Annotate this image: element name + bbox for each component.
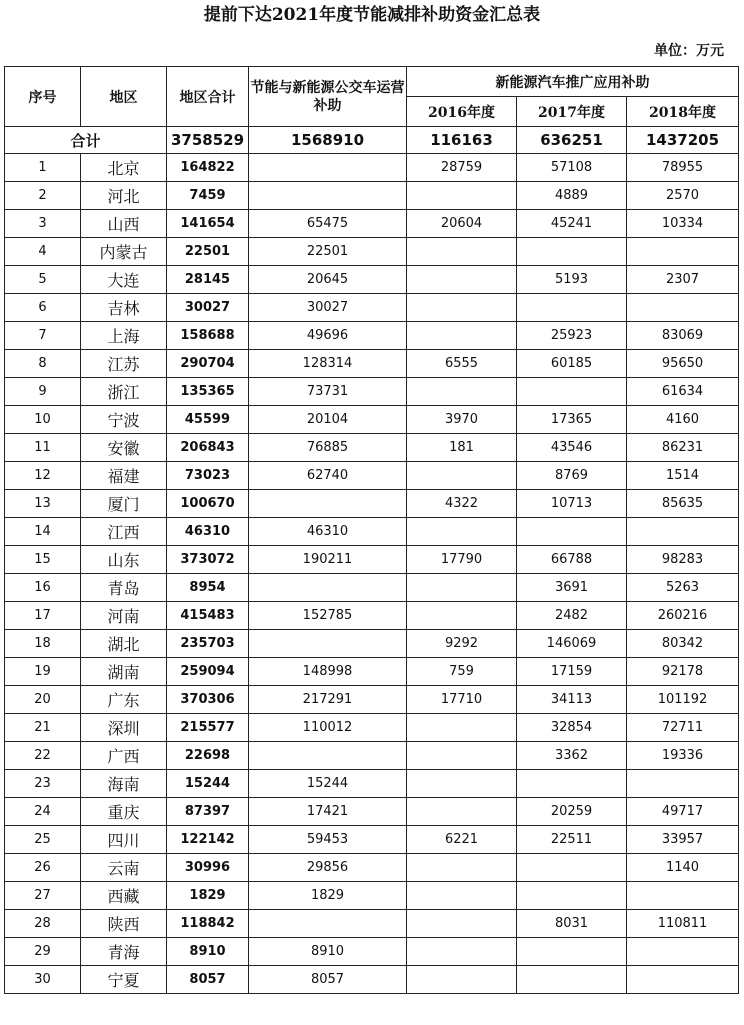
cell-2016: 17790 [407, 546, 517, 574]
cell-region-total: 22698 [167, 742, 249, 770]
totals-region-total: 3758529 [167, 127, 249, 154]
cell-2017: 43546 [517, 434, 627, 462]
unit-label: 单位：万元 [654, 43, 724, 59]
cell-region: 广东 [81, 686, 167, 714]
cell-2018: 49717 [627, 798, 739, 826]
header-region-total: 地区合计 [167, 67, 249, 127]
cell-2018: 1514 [627, 462, 739, 490]
cell-2016 [407, 938, 517, 966]
cell-2016 [407, 518, 517, 546]
cell-2017: 45241 [517, 210, 627, 238]
table-row [5, 406, 739, 434]
cell-index: 27 [5, 882, 81, 910]
cell-2017: 8031 [517, 910, 627, 938]
cell-2017 [517, 294, 627, 322]
cell-region-total: 30996 [167, 854, 249, 882]
cell-index: 6 [5, 294, 81, 322]
cell-2016: 20604 [407, 210, 517, 238]
cell-bus: 8057 [249, 966, 407, 994]
cell-index: 12 [5, 462, 81, 490]
header-index: 序号 [5, 67, 81, 127]
header-nev-group: 新能源汽车推广应用补助 [407, 67, 739, 97]
table-row [5, 966, 739, 994]
cell-region-total: 73023 [167, 462, 249, 490]
cell-2016 [407, 378, 517, 406]
table-row [5, 938, 739, 966]
cell-region: 湖南 [81, 658, 167, 686]
cell-index: 29 [5, 938, 81, 966]
cell-region: 福建 [81, 462, 167, 490]
cell-index: 2 [5, 182, 81, 210]
cell-2017 [517, 518, 627, 546]
cell-bus: 190211 [249, 546, 407, 574]
table-row [5, 602, 739, 630]
cell-index: 24 [5, 798, 81, 826]
cell-2017: 2482 [517, 602, 627, 630]
cell-2016: 9292 [407, 630, 517, 658]
header-bus-subsidy: 节能与新能源公交车运营补助 [249, 67, 407, 127]
header-2018: 2018年度 [627, 97, 739, 127]
cell-2017: 8769 [517, 462, 627, 490]
cell-2018: 2307 [627, 266, 739, 294]
cell-2017: 57108 [517, 154, 627, 182]
cell-bus [249, 742, 407, 770]
cell-2016: 6555 [407, 350, 517, 378]
totals-2017: 636251 [517, 127, 627, 154]
cell-region: 山东 [81, 546, 167, 574]
totals-2016: 116163 [407, 127, 517, 154]
cell-bus: 76885 [249, 434, 407, 462]
cell-bus: 148998 [249, 658, 407, 686]
cell-2018 [627, 518, 739, 546]
cell-bus: 20104 [249, 406, 407, 434]
cell-2016 [407, 238, 517, 266]
table-row [5, 574, 739, 602]
cell-2016 [407, 770, 517, 798]
cell-2016: 759 [407, 658, 517, 686]
cell-index: 10 [5, 406, 81, 434]
table-row [5, 350, 739, 378]
cell-2018: 92178 [627, 658, 739, 686]
cell-region-total: 370306 [167, 686, 249, 714]
cell-2017 [517, 238, 627, 266]
cell-region: 宁夏 [81, 966, 167, 994]
cell-region: 北京 [81, 154, 167, 182]
cell-2016 [407, 882, 517, 910]
cell-index: 9 [5, 378, 81, 406]
cell-bus [249, 490, 407, 518]
cell-2017: 20259 [517, 798, 627, 826]
cell-region-total: 373072 [167, 546, 249, 574]
cell-index: 16 [5, 574, 81, 602]
cell-region-total: 164822 [167, 154, 249, 182]
cell-2018: 78955 [627, 154, 739, 182]
cell-index: 30 [5, 966, 81, 994]
cell-2018: 260216 [627, 602, 739, 630]
cell-index: 23 [5, 770, 81, 798]
cell-2017: 60185 [517, 350, 627, 378]
cell-2017: 22511 [517, 826, 627, 854]
cell-region: 大连 [81, 266, 167, 294]
table-row [5, 154, 739, 182]
page-title: 提前下达2021年度节能减排补助资金汇总表 [203, 5, 541, 25]
cell-region: 山西 [81, 210, 167, 238]
table-row [5, 378, 739, 406]
cell-bus: 59453 [249, 826, 407, 854]
cell-2016 [407, 854, 517, 882]
cell-region: 江苏 [81, 350, 167, 378]
cell-2018: 4160 [627, 406, 739, 434]
table-row [5, 266, 739, 294]
cell-2018: 2570 [627, 182, 739, 210]
cell-2018: 1140 [627, 854, 739, 882]
header-2017: 2017年度 [517, 97, 627, 127]
cell-2017: 25923 [517, 322, 627, 350]
cell-2016 [407, 182, 517, 210]
table-row [5, 322, 739, 350]
cell-2016: 3970 [407, 406, 517, 434]
cell-bus [249, 910, 407, 938]
cell-region-total: 22501 [167, 238, 249, 266]
cell-2017 [517, 378, 627, 406]
subsidy-table [4, 66, 739, 994]
cell-index: 15 [5, 546, 81, 574]
table-row [5, 490, 739, 518]
cell-bus: 49696 [249, 322, 407, 350]
cell-2017: 146069 [517, 630, 627, 658]
cell-region: 海南 [81, 770, 167, 798]
totals-2018: 1437205 [627, 127, 739, 154]
cell-2017 [517, 938, 627, 966]
cell-bus: 30027 [249, 294, 407, 322]
cell-bus [249, 574, 407, 602]
cell-2018: 86231 [627, 434, 739, 462]
table-row [5, 630, 739, 658]
cell-2016: 6221 [407, 826, 517, 854]
cell-bus: 22501 [249, 238, 407, 266]
cell-region: 四川 [81, 826, 167, 854]
cell-region: 深圳 [81, 714, 167, 742]
cell-index: 3 [5, 210, 81, 238]
cell-index: 11 [5, 434, 81, 462]
cell-region-total: 135365 [167, 378, 249, 406]
cell-2016 [407, 602, 517, 630]
cell-2018: 95650 [627, 350, 739, 378]
table-row [5, 854, 739, 882]
cell-region: 青岛 [81, 574, 167, 602]
cell-2016: 17710 [407, 686, 517, 714]
cell-2016 [407, 910, 517, 938]
cell-index: 19 [5, 658, 81, 686]
cell-bus: 128314 [249, 350, 407, 378]
cell-region-total: 122142 [167, 826, 249, 854]
cell-2017: 3691 [517, 574, 627, 602]
cell-2018 [627, 938, 739, 966]
cell-region: 重庆 [81, 798, 167, 826]
cell-bus: 15244 [249, 770, 407, 798]
cell-region-total: 8954 [167, 574, 249, 602]
cell-region: 青海 [81, 938, 167, 966]
cell-bus: 17421 [249, 798, 407, 826]
cell-2018: 61634 [627, 378, 739, 406]
cell-2018 [627, 966, 739, 994]
cell-region: 宁波 [81, 406, 167, 434]
cell-2016 [407, 714, 517, 742]
cell-2018 [627, 294, 739, 322]
cell-region-total: 45599 [167, 406, 249, 434]
table-row [5, 686, 739, 714]
cell-2017: 5193 [517, 266, 627, 294]
cell-region: 西藏 [81, 882, 167, 910]
cell-index: 25 [5, 826, 81, 854]
cell-2018: 110811 [627, 910, 739, 938]
table-row [5, 462, 739, 490]
cell-2017: 3362 [517, 742, 627, 770]
cell-region-total: 46310 [167, 518, 249, 546]
cell-region-total: 215577 [167, 714, 249, 742]
cell-region: 内蒙古 [81, 238, 167, 266]
cell-2017 [517, 966, 627, 994]
cell-2016 [407, 574, 517, 602]
cell-region: 江西 [81, 518, 167, 546]
header-2016: 2016年度 [407, 97, 517, 127]
cell-region-total: 100670 [167, 490, 249, 518]
cell-region: 浙江 [81, 378, 167, 406]
cell-2017 [517, 770, 627, 798]
cell-region-total: 206843 [167, 434, 249, 462]
cell-region-total: 30027 [167, 294, 249, 322]
cell-2017: 34113 [517, 686, 627, 714]
cell-2016: 4322 [407, 490, 517, 518]
cell-index: 5 [5, 266, 81, 294]
table-row [5, 910, 739, 938]
cell-region: 安徽 [81, 434, 167, 462]
cell-2018: 83069 [627, 322, 739, 350]
cell-region: 陕西 [81, 910, 167, 938]
cell-region-total: 1829 [167, 882, 249, 910]
table-row [5, 238, 739, 266]
cell-region-total: 87397 [167, 798, 249, 826]
cell-region: 厦门 [81, 490, 167, 518]
cell-index: 13 [5, 490, 81, 518]
cell-2017: 17365 [517, 406, 627, 434]
cell-2016: 28759 [407, 154, 517, 182]
cell-bus: 110012 [249, 714, 407, 742]
cell-index: 28 [5, 910, 81, 938]
cell-bus [249, 154, 407, 182]
cell-region-total: 8910 [167, 938, 249, 966]
table-row [5, 770, 739, 798]
cell-index: 21 [5, 714, 81, 742]
cell-region: 河北 [81, 182, 167, 210]
cell-region-total: 259094 [167, 658, 249, 686]
table-row [5, 210, 739, 238]
cell-index: 8 [5, 350, 81, 378]
cell-2017: 66788 [517, 546, 627, 574]
totals-row [5, 127, 739, 154]
header-region: 地区 [81, 67, 167, 127]
cell-2016: 181 [407, 434, 517, 462]
totals-label: 合计 [5, 127, 167, 154]
cell-region-total: 235703 [167, 630, 249, 658]
cell-2016 [407, 462, 517, 490]
cell-index: 4 [5, 238, 81, 266]
cell-2016 [407, 742, 517, 770]
cell-region: 上海 [81, 322, 167, 350]
cell-index: 20 [5, 686, 81, 714]
cell-index: 1 [5, 154, 81, 182]
cell-region-total: 118842 [167, 910, 249, 938]
cell-2017 [517, 882, 627, 910]
table-row [5, 826, 739, 854]
table-row [5, 714, 739, 742]
cell-index: 17 [5, 602, 81, 630]
cell-2017: 17159 [517, 658, 627, 686]
cell-2018: 10334 [627, 210, 739, 238]
table-row [5, 658, 739, 686]
cell-index: 18 [5, 630, 81, 658]
cell-2018: 98283 [627, 546, 739, 574]
cell-2017: 32854 [517, 714, 627, 742]
cell-2018 [627, 770, 739, 798]
cell-2016 [407, 294, 517, 322]
table-row [5, 742, 739, 770]
table-row [5, 294, 739, 322]
cell-2018 [627, 882, 739, 910]
cell-index: 14 [5, 518, 81, 546]
cell-region-total: 15244 [167, 770, 249, 798]
cell-bus: 152785 [249, 602, 407, 630]
cell-region: 河南 [81, 602, 167, 630]
cell-bus: 20645 [249, 266, 407, 294]
cell-2018: 101192 [627, 686, 739, 714]
cell-region: 云南 [81, 854, 167, 882]
cell-index: 22 [5, 742, 81, 770]
table-row [5, 882, 739, 910]
cell-bus: 46310 [249, 518, 407, 546]
table-row [5, 546, 739, 574]
cell-region-total: 158688 [167, 322, 249, 350]
cell-region: 湖北 [81, 630, 167, 658]
cell-bus: 29856 [249, 854, 407, 882]
cell-bus: 73731 [249, 378, 407, 406]
cell-bus: 8910 [249, 938, 407, 966]
cell-bus: 62740 [249, 462, 407, 490]
cell-2018: 80342 [627, 630, 739, 658]
cell-2017: 10713 [517, 490, 627, 518]
cell-2018: 72711 [627, 714, 739, 742]
cell-bus: 217291 [249, 686, 407, 714]
table-row [5, 434, 739, 462]
cell-region-total: 28145 [167, 266, 249, 294]
cell-2018: 33957 [627, 826, 739, 854]
cell-2017: 4889 [517, 182, 627, 210]
cell-index: 26 [5, 854, 81, 882]
cell-region-total: 7459 [167, 182, 249, 210]
cell-region-total: 415483 [167, 602, 249, 630]
cell-bus: 1829 [249, 882, 407, 910]
cell-region: 吉林 [81, 294, 167, 322]
cell-2018 [627, 238, 739, 266]
table-row [5, 798, 739, 826]
cell-region-total: 8057 [167, 966, 249, 994]
cell-2018: 5263 [627, 574, 739, 602]
cell-region-total: 290704 [167, 350, 249, 378]
cell-2017 [517, 854, 627, 882]
cell-index: 7 [5, 322, 81, 350]
cell-bus [249, 630, 407, 658]
cell-2016 [407, 966, 517, 994]
cell-bus: 65475 [249, 210, 407, 238]
table-row [5, 518, 739, 546]
totals-bus: 1568910 [249, 127, 407, 154]
table-row [5, 182, 739, 210]
cell-bus [249, 182, 407, 210]
cell-2018: 85635 [627, 490, 739, 518]
cell-2016 [407, 322, 517, 350]
cell-2018: 19336 [627, 742, 739, 770]
cell-2016 [407, 266, 517, 294]
cell-region-total: 141654 [167, 210, 249, 238]
cell-2016 [407, 798, 517, 826]
cell-region: 广西 [81, 742, 167, 770]
